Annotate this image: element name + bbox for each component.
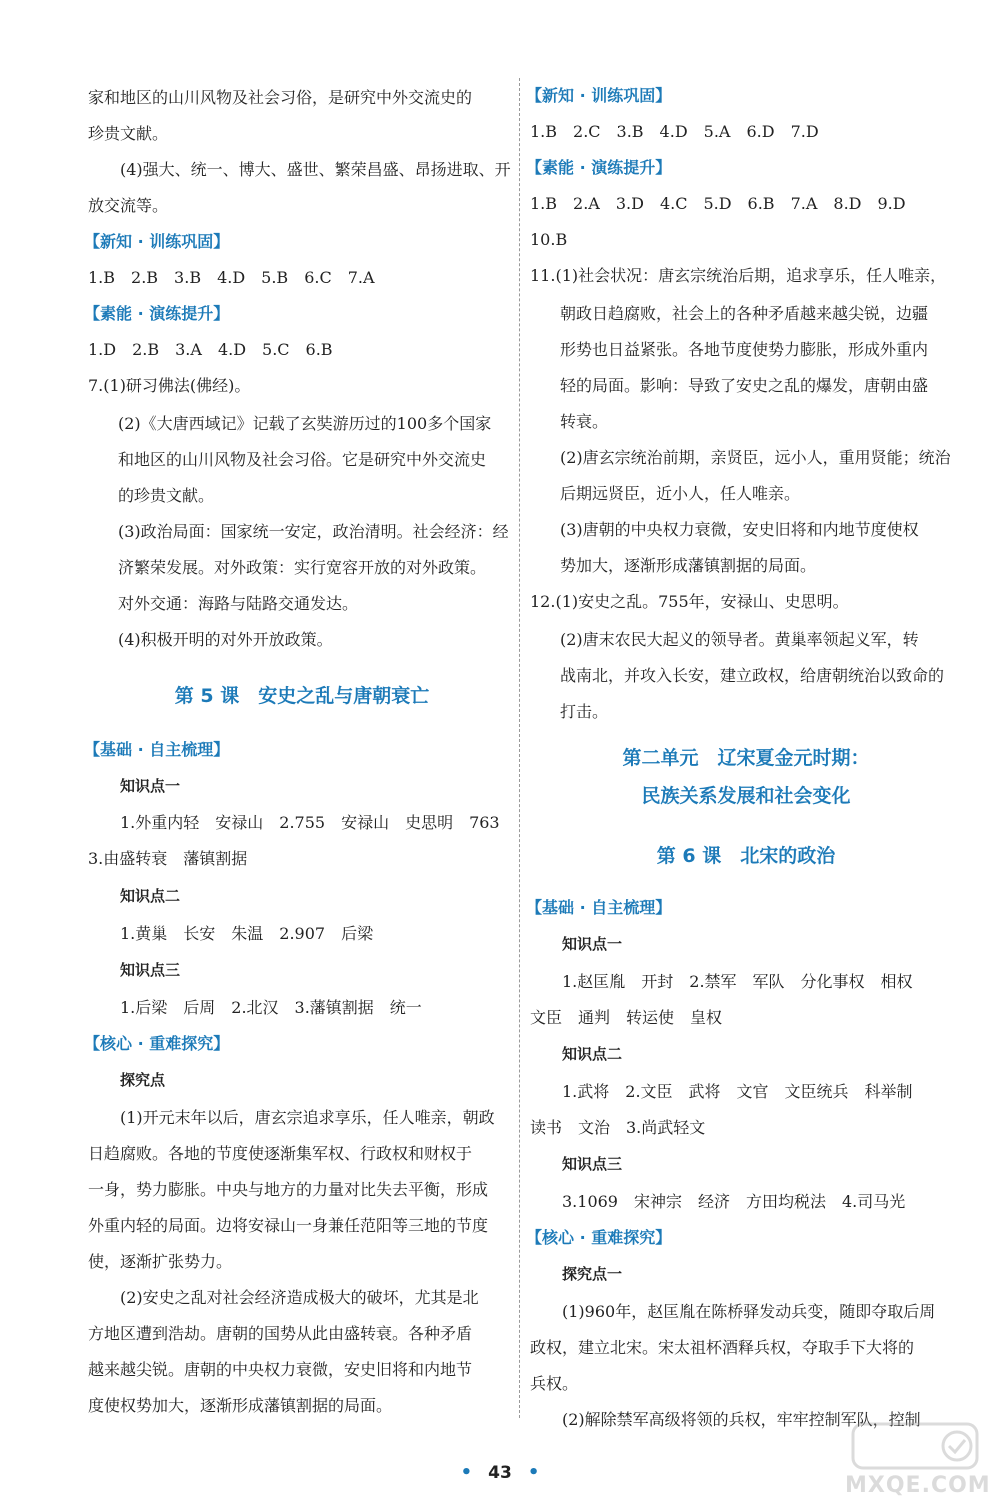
answer-line: 1.B 2.A 3.D 4.C 5.D 6.B 7.A 8.D 9.D xyxy=(530,194,906,213)
answer-line: 1.外重内轻 安禄山 2.755 安禄山 史思明 763 xyxy=(120,813,500,832)
text-line: 轻的局面。影响：导致了安史之乱的爆发，唐朝由盛 xyxy=(560,376,929,395)
answer-line: 1.D 2.B 3.A 4.D 5.C 6.B xyxy=(88,340,333,359)
watermark-text: MXQE.COM xyxy=(845,1473,991,1498)
text-line: (1)960年，赵匡胤在陈桥驿发动兵变，随即夺取后周 xyxy=(562,1302,936,1321)
text-line: 兵权。 xyxy=(530,1374,579,1393)
text-line: (2)《大唐西域记》记载了玄奘游历过的100多个国家 xyxy=(118,414,492,433)
text-line: 对外交通：海路与陆路交通发达。 xyxy=(118,594,359,613)
lesson-title: 第 5 课 安史之乱与唐朝衰亡 xyxy=(174,685,430,707)
text-line: 外重内轻的局面。边将安禄山一身兼任范阳等三地的节度 xyxy=(88,1216,489,1235)
answer-line: 1.后梁 后周 2.北汉 3.藩镇割据 统一 xyxy=(120,998,422,1017)
section-heading: 【素能 · 演练提升】 xyxy=(84,304,230,323)
text-line: 越来越尖锐。唐朝的中央权力衰微，安史旧将和内地节 xyxy=(88,1360,473,1379)
knowledge-point-label: 知识点一 xyxy=(562,935,623,953)
text-line: 的珍贵文献。 xyxy=(118,486,215,505)
section-heading: 【新知 · 训练巩固】 xyxy=(84,232,230,251)
section-heading: 【素能 · 演练提升】 xyxy=(526,158,672,177)
answer-line: 10.B xyxy=(530,230,568,249)
answer-line: 3.1069 宋神宗 经济 方田均税法 4.司马光 xyxy=(562,1192,906,1211)
text-line: 一身，势力膨胀。中央与地方的力量对比失去平衡，形成 xyxy=(88,1180,489,1199)
text-line: (2)解除禁军高级将领的兵权，牢牢控制军队，控制 xyxy=(562,1410,921,1429)
inquiry-point-label: 探究点一 xyxy=(562,1265,623,1283)
lesson-title: 第 6 课 北宋的政治 xyxy=(656,845,836,867)
knowledge-point-label: 知识点一 xyxy=(120,777,181,795)
text-line: 朝政日趋腐败，社会上的各种矛盾越来越尖锐，边疆 xyxy=(560,304,929,323)
unit-subtitle: 民族关系发展和社会变化 xyxy=(641,785,851,807)
text-line: 势加大，逐渐形成藩镇割据的局面。 xyxy=(560,556,817,575)
answer-line: 1.黄巢 长安 朱温 2.907 后梁 xyxy=(120,924,374,943)
text-line: (3)唐朝的中央权力衰微，安史旧将和内地节度使权 xyxy=(560,520,919,539)
watermark-badge-icon xyxy=(845,1418,985,1474)
text-line: 珍贵文献。 xyxy=(88,124,169,143)
column-divider xyxy=(519,78,520,1418)
text-line: 使，逐渐扩张势力。 xyxy=(88,1252,233,1271)
text-line: 形势也日益紧张。各地节度使势力膨胀，形成外重内 xyxy=(560,340,929,359)
text-line: (2)唐末农民大起义的领导者。黄巢率领起义军，转 xyxy=(560,630,919,649)
answer-line: 1.B 2.B 3.B 4.D 5.B 6.C 7.A xyxy=(88,268,375,287)
text-line: 政权，建立北宋。宋太祖杯酒释兵权，夺取手下大将的 xyxy=(530,1338,915,1357)
question-line: 11.(1)社会状况：唐玄宗统治后期，追求享乐，任人唯亲， xyxy=(530,266,947,285)
text-line: (2)唐玄宗统治前期，亲贤臣，远小人，重用贤能；统治 xyxy=(560,448,951,467)
text-line: (3)政治局面：国家统一安定，政治清明。社会经济：经 xyxy=(118,522,509,541)
text-line: (1)开元末年以后，唐玄宗追求享乐，任人唯亲，朝政 xyxy=(120,1108,495,1127)
text-line: 打击。 xyxy=(560,702,609,721)
text-line: 济繁荣发展。对外政策：实行宽容开放的对外政策。 xyxy=(118,558,487,577)
text-line: (4)积极开明的对外开放政策。 xyxy=(118,630,333,649)
text-line: 日趋腐败。各地的节度使逐渐集军权、行政权和财权于 xyxy=(88,1144,473,1163)
text-line: (2)安史之乱对社会经济造成极大的破坏，尤其是北 xyxy=(120,1288,479,1307)
knowledge-point-label: 知识点二 xyxy=(120,887,181,905)
knowledge-point-label: 知识点三 xyxy=(120,961,181,979)
unit-title: 第二单元 辽宋夏金元时期： xyxy=(622,747,870,769)
knowledge-point-label: 知识点三 xyxy=(562,1155,623,1173)
answer-line: 1.B 2.C 3.B 4.D 5.A 6.D 7.D xyxy=(530,122,819,141)
answer-line: 文臣 通判 转运使 皇权 xyxy=(530,1008,723,1027)
question-line: 12.(1)安史之乱。755年，安禄山、史思明。 xyxy=(530,592,849,611)
text-line: 度使权势加大，逐渐形成藩镇割据的局面。 xyxy=(88,1396,393,1415)
text-line: 和地区的山川风物及社会习俗。它是研究中外交流史 xyxy=(118,450,487,469)
question-line: 7.(1)研习佛法(佛经)。 xyxy=(88,376,251,395)
answer-line: 读书 文治 3.尚武轻文 xyxy=(530,1118,706,1137)
watermark-logo xyxy=(845,1418,991,1498)
text-line: (4)强大、统一、博大、盛世、繁荣昌盛、昂扬进取、开 xyxy=(120,160,511,179)
page-number: 43 xyxy=(488,1463,512,1483)
text-line: 战南北，并攻入长安，建立政权，给唐朝统治以致命的 xyxy=(560,666,945,685)
text-line: 后期远贤臣，近小人，任人唯亲。 xyxy=(560,484,801,503)
section-heading: 【基础 · 自主梳理】 xyxy=(84,740,230,759)
section-heading: 【基础 · 自主梳理】 xyxy=(526,898,672,917)
text-line: 家和地区的山川风物及社会习俗，是研究中外交流史的 xyxy=(88,88,473,107)
answer-line: 1.赵匡胤 开封 2.禁军 军队 分化事权 相权 xyxy=(562,972,913,991)
answer-line: 3.由盛转衰 藩镇割据 xyxy=(88,849,248,868)
section-heading: 【核心 · 重难探究】 xyxy=(84,1034,230,1053)
footer-dot: • xyxy=(527,1462,540,1483)
text-line: 转衰。 xyxy=(560,412,609,431)
footer-dot: • xyxy=(460,1462,473,1483)
section-heading: 【核心 · 重难探究】 xyxy=(526,1228,672,1247)
section-heading: 【新知 · 训练巩固】 xyxy=(526,86,672,105)
knowledge-point-label: 知识点二 xyxy=(562,1045,623,1063)
answer-line: 1.武将 2.文臣 武将 文官 文臣统兵 科举制 xyxy=(562,1082,913,1101)
inquiry-point-label: 探究点 xyxy=(120,1071,166,1089)
text-line: 放交流等。 xyxy=(88,196,169,215)
text-line: 方地区遭到浩劫。唐朝的国势从此由盛转衰。各种矛盾 xyxy=(88,1324,473,1343)
